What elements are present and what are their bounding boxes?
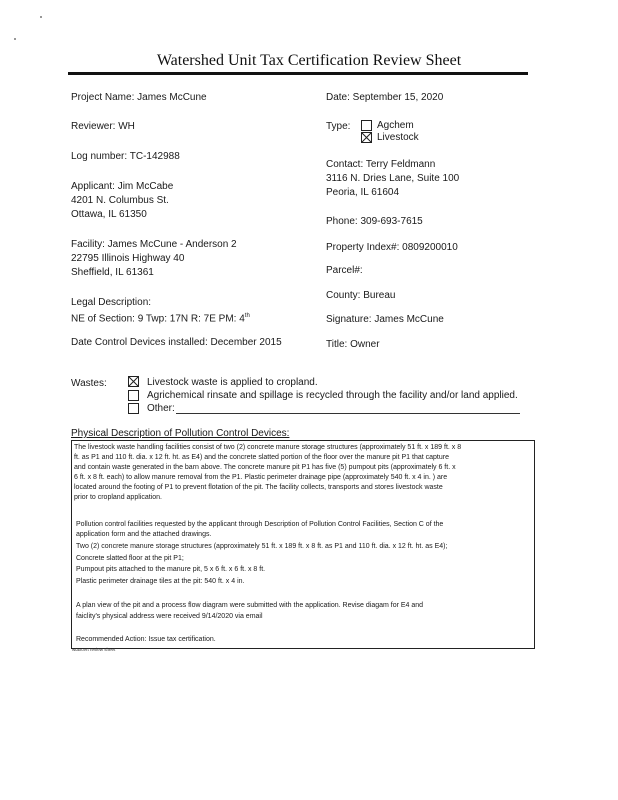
scan-speck <box>40 16 42 18</box>
contact-city: Peoria, IL 61604 <box>326 187 400 198</box>
signer-title: Title: Owner <box>326 339 380 350</box>
para1-line: ft. as P1 and 110 ft. dia. x 12 ft. ht. as E4) and the concrete slatted portion of the floor over the manure pit P1 that capture <box>74 454 449 461</box>
para1-line: and contain waste generated in the barn above. The concrete manure pit P1 has five (5) pumpout pits (approximately 6 ft. x <box>74 464 456 471</box>
project-name: Project Name: James McCune <box>71 92 207 103</box>
legal-description-main: NE of Section: 9 Twp: 17N R: 7E PM: 4 <box>71 313 245 325</box>
para1-line: The livestock waste handling facilities consist of two (2) concrete manure storage structures (approximately 51 ft. x 189 ft. x 8 <box>74 444 462 451</box>
para1-line: located around the footing of P1 to prevent flotation of the pit. The facility collects, transports and stores livestock waste <box>74 484 443 491</box>
date-control-devices: Date Control Devices installed: December 2015 <box>71 337 282 348</box>
waste-other-line <box>176 413 520 414</box>
log-number: Log number: TC-142988 <box>71 151 180 162</box>
facility-name: Facility: James McCune - Anderson 2 <box>71 239 237 250</box>
phone: Phone: 309-693-7615 <box>326 216 423 227</box>
applicant-city: Ottawa, IL 61350 <box>71 209 147 220</box>
para3-line: faiclity's physical address were received 9/14/2020 via email <box>76 613 263 620</box>
signature: Signature: James McCune <box>326 314 444 325</box>
recommended-action: Recommended Action: Issue tax certification. <box>76 636 216 643</box>
wastes-label: Wastes: <box>71 378 107 389</box>
contact-street: 3116 N. Dries Lane, Suite 100 <box>326 173 460 184</box>
para2-line: Pumpout pits attached to the manure pit, 5 x 6 ft. x 6 ft. x 8 ft. <box>76 566 266 573</box>
waste-livestock-label: Livestock waste is applied to cropland. <box>147 377 318 388</box>
county: County: Bureau <box>326 290 396 301</box>
waste-livestock-checkbox[interactable] <box>128 376 139 387</box>
applicant-street: 4201 N. Columbus St. <box>71 195 169 206</box>
legal-description-value <box>71 310 250 325</box>
footer-note: wtaxcert review sheet <box>72 647 116 652</box>
legal-description-label: Legal Description: <box>71 297 152 308</box>
para1-line: prior to cropland application. <box>74 494 162 501</box>
facility-city: Sheffield, IL 61361 <box>71 267 154 278</box>
para2-line: Two (2) concrete manure storage structures (approximately 51 ft. x 189 ft. x 8 ft. as P1 and 110 ft. dia. x 12 ft. ht. as E4); <box>76 543 448 550</box>
title-divider <box>68 72 528 75</box>
reviewer: Reviewer: WH <box>71 121 135 132</box>
waste-agrichemical-label: Agrichemical rinsate and spillage is recycled through the facility and/or land applied. <box>147 390 518 401</box>
waste-other-checkbox[interactable] <box>128 403 139 414</box>
para2-line: Plastic perimeter drainage tiles at the pit: 540 ft. x 4 in. <box>76 578 245 585</box>
type-livestock-label: Livestock <box>377 132 419 143</box>
scan-speck <box>14 38 16 40</box>
para2-line: Concrete slatted floor at the pit P1; <box>76 555 184 562</box>
physical-description-heading: Physical Description of Pollution Control Devices: <box>71 428 290 439</box>
facility-street: 22795 Illinois Highway 40 <box>71 253 185 264</box>
review-date: Date: September 15, 2020 <box>326 92 444 103</box>
parcel: Parcel#: <box>326 265 363 276</box>
type-livestock-checkbox[interactable] <box>361 132 372 143</box>
property-index: Property Index#: 0809200010 <box>326 242 458 253</box>
para2-line: Pollution control facilities requested by the applicant through Description of Pollution Control Facilities, Section C of the <box>76 521 444 528</box>
waste-agrichemical-checkbox[interactable] <box>128 390 139 401</box>
type-agchem-label: Agchem <box>377 120 414 131</box>
waste-other-label: Other: <box>147 403 175 414</box>
type-agchem-checkbox[interactable] <box>361 120 372 131</box>
applicant-name: Applicant: Jim McCabe <box>71 181 174 192</box>
type-label: Type: <box>326 121 351 132</box>
para2-line: application form and the attached drawings. <box>76 531 212 538</box>
physical-description-box <box>71 440 535 649</box>
page-title: Watershed Unit Tax Certification Review Sheet <box>156 52 462 69</box>
para3-line: A plan view of the pit and a process flow diagram were submitted with the application. Revise diagam for E4 and <box>76 602 424 609</box>
legal-description-sup: th <box>244 313 250 319</box>
para1-line: 6 ft. x 8 ft. each) to allow manure removal from the P1. Plastic perimeter drainage pipe (approximately 540 ft. x 4 in. ) are <box>74 474 448 481</box>
contact-name: Contact: Terry Feldmann <box>326 159 436 170</box>
